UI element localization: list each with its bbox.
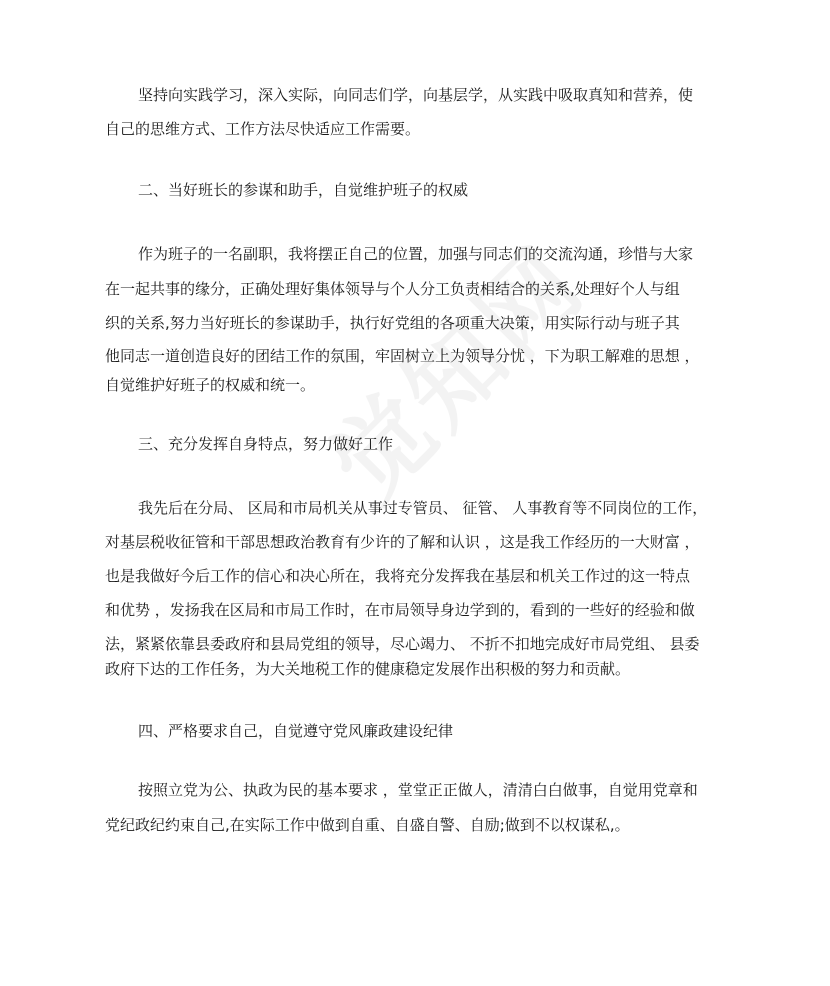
paragraph-line: 织的关系,努力当好班长的参谋助手，执行好党组的各项重大决策，用实际行动与班子其 <box>105 314 680 332</box>
paragraph-line: 自己的思维方式、工作方法尽快适应工作需要。 <box>105 120 421 138</box>
paragraph-line: 作为班子的一名副职，我将摆正自己的位置，加强与同志们的交流沟通，珍惜与大家 <box>138 245 694 263</box>
paragraph-line: 自觉维护好班子的权威和统一。 <box>105 376 316 394</box>
paragraph-line: 政府下达的工作任务，为大关地税工作的健康稳定发展作出积极的努力和贡献。 <box>105 660 631 678</box>
paragraph-line: 也是我做好今后工作的信心和决心所在，我将充分发挥我在基层和机关工作过的这一特点 <box>105 567 691 585</box>
paragraph-line: 和优势 ，发扬我在区局和市局工作时，在市局领导身边学到的，看到的一些好的经验和做 <box>105 601 695 619</box>
paragraph-line: 在一起共事的缘分，正确处理好集体领导与个人分工负责相结合的关系,处理好个人与组 <box>105 280 680 298</box>
paragraph-line: 我先后在分局、 区局和市局机关从事过专管员、 征管、 人事教育等不同岗位的工作， <box>138 499 708 517</box>
paragraph-line: 他同志一道创造良好的团结工作的氛围，牢固树立上为领导分忧 ，下为职工解难的思想 ， <box>105 347 700 365</box>
paragraph-line: 按照立党为公、执政为民的基本要求 ，堂堂正正做人，清清白白做事，自觉用党章和 <box>138 781 698 799</box>
section-heading: 三、充分发挥自身特点，努力做好工作 <box>138 435 394 453</box>
section-heading: 四、严格要求自己，自觉遵守党风廉政建设纪律 <box>138 722 454 740</box>
paragraph-line: 法，紧紧依靠县委政府和县局党组的领导，尽心竭力、 不折不扣地完成好市局党组、 县委 <box>105 635 700 653</box>
section-heading: 二、当好班长的参谋和助手，自觉维护班子的权威 <box>138 181 469 199</box>
paragraph-line: 对基层税收征管和干部思想政治教育有少许的了解和认识 ，这是我工作经历的一大财富 ， <box>105 533 700 551</box>
paragraph-line: 党纪政纪约束自己,在实际工作中做到自重、自盛自警、自励;做到不以权谋私,。 <box>105 816 630 834</box>
paragraph-line: 坚持向实践学习，深入实际，向同志们学，向基层学，从实践中吸取真知和营养，使 <box>138 86 694 104</box>
